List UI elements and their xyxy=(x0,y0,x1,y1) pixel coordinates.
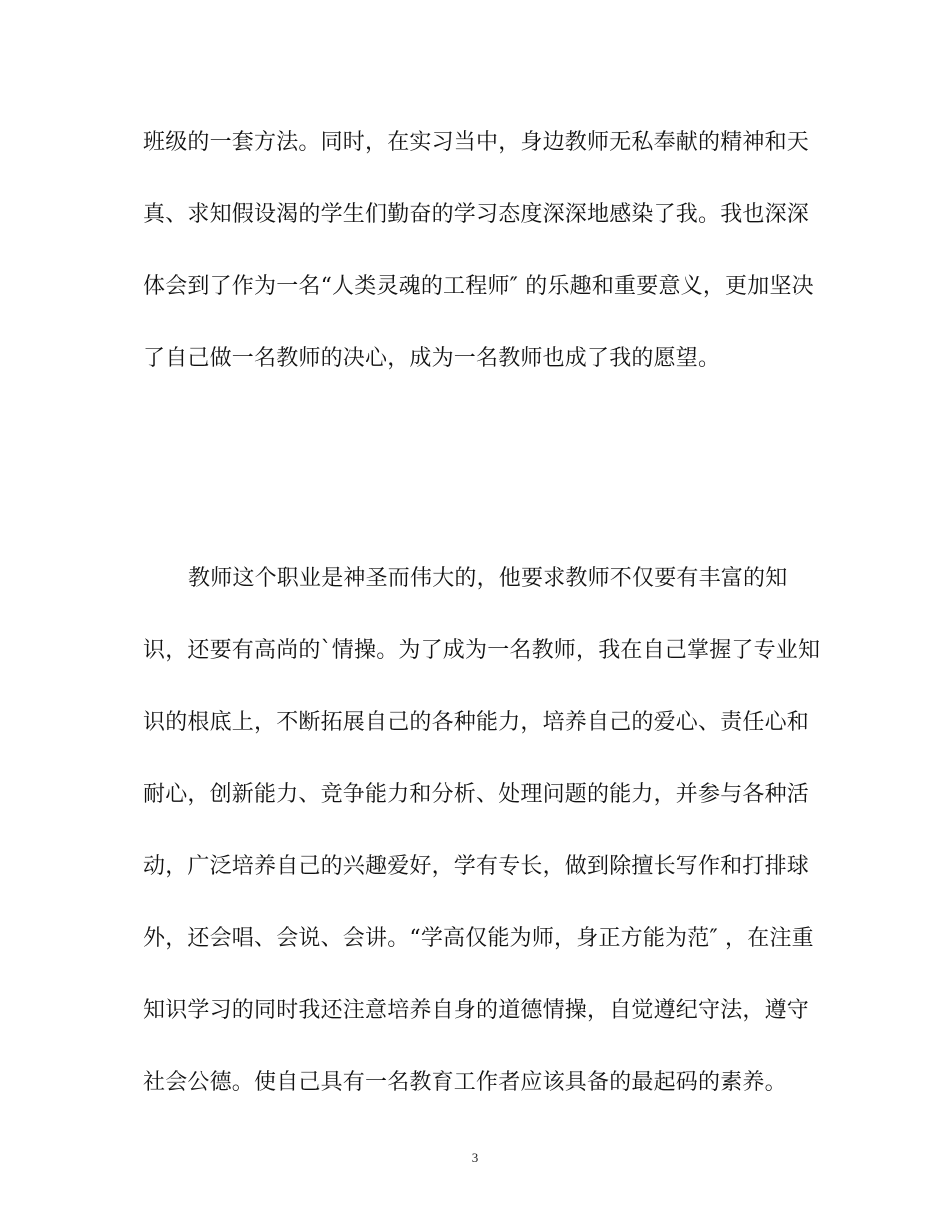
text-line: 耐心，创新能力、竞争能力和分析、处理问题的能力，并参与各种活 xyxy=(143,782,810,807)
text-line: 知识学习的同时我还注意培养自身的道德情操，自觉遵纪守法，遵守 xyxy=(143,998,810,1023)
text-line: 体会到了作为一名“人类灵魂的工程师″ 的乐趣和重要意义，更加坚决 xyxy=(143,274,814,299)
text-line: 识，还要有高尚的`情操。为了成为一名教师，我在自己掌握了专业知 xyxy=(143,638,821,663)
text-line: 识的根底上，不断拓展自己的各种能力，培养自己的爱心、责任心和 xyxy=(143,710,810,735)
text-line: 动，广泛培养自己的兴趣爱好，学有专长，做到除擅长写作和打排球 xyxy=(143,854,810,879)
text-line: 教师这个职业是神圣而伟大的，他要求教师不仅要有丰富的知 xyxy=(188,566,788,591)
text-line: 班级的一套方法。同时，在实习当中，身边教师无私奉献的精神和天 xyxy=(143,130,810,155)
text-line: 真、求知假设渴的学生们勤奋的学习态度深深地感染了我。我也深深 xyxy=(143,202,810,227)
text-line: 了自己做一名教师的决心，成为一名教师也成了我的愿望。 xyxy=(143,346,721,371)
text-line: 外，还会唱、会说、会讲。“学高仅能为师，身正方能为范″ ，在注重 xyxy=(143,926,814,951)
text-line: 社会公德。使自己具有一名教育工作者应该具备的最起码的素养。 xyxy=(143,1070,787,1095)
page-number: 3 xyxy=(471,1150,479,1165)
